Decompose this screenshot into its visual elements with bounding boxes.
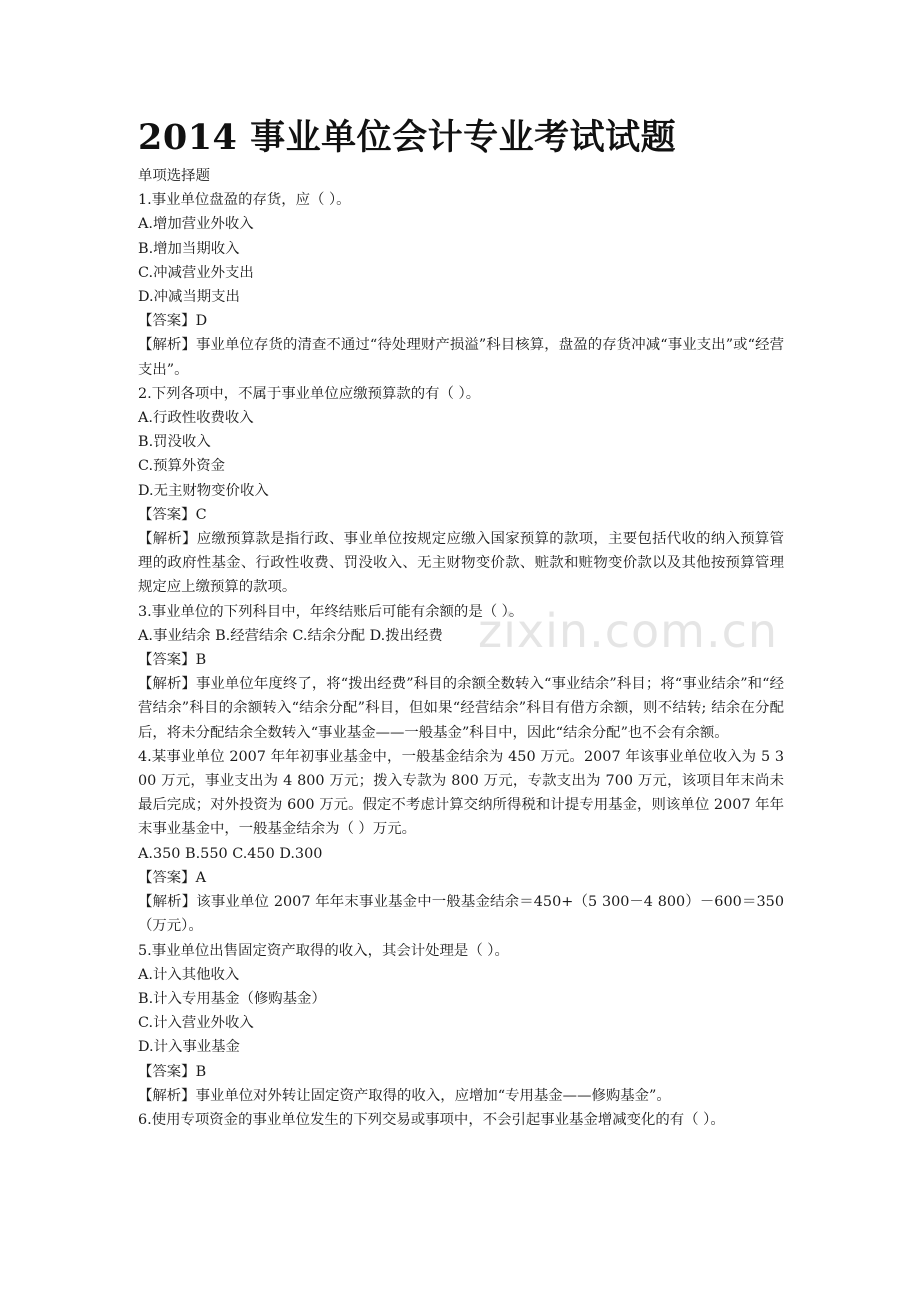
question-line: 3.事业单位的下列科目中，年终结账后可能有余额的是（ ）。 xyxy=(138,603,524,620)
explanation-paragraph: 【解析】事业单位存货的清查不通过“待处理财产损溢”科目核算，盘盈的存货冲减“事业支出”或“经营支出”。 xyxy=(138,337,784,378)
option-line: A.计入其他收入 xyxy=(138,966,240,983)
option-line: C.计入营业外收入 xyxy=(138,1015,254,1032)
question-line: 1.事业单位盘盈的存货，应（ ）。 xyxy=(138,192,351,209)
option-line: D.无主财物变价收入 xyxy=(138,482,269,499)
explanation-paragraph: 【解析】应缴预算款是指行政、事业单位按规定应缴入国家预算的款项，主要包括代收的纳入预算管理的政府性基金、行政性收费、罚没收入、无主财物变价款、赃款和赃物变价款以及其他按预算管理规定应上缴预算的款项。 xyxy=(138,531,784,596)
option-line: C.预算外资金 xyxy=(138,458,226,475)
document-title: 2014 事业单位会计专业考试试题 xyxy=(138,117,677,158)
answer-line: 【答案】C xyxy=(138,506,207,523)
explanation-paragraph: 【解析】该事业单位 2007 年年末事业基金中一般基金结余＝450+（5 300－4 800）－600＝350（万元）。 xyxy=(138,894,784,935)
option-line: B.罚没收入 xyxy=(138,434,211,451)
option-line: D.计入事业基金 xyxy=(138,1039,240,1056)
option-line: A.事业结余 B.经营结余 C.结余分配 D.拨出经费 xyxy=(138,627,443,644)
section-heading: 单项选择题 xyxy=(138,168,210,184)
option-line: D.冲减当期支出 xyxy=(138,289,240,306)
option-line: B.计入专用基金（修购基金） xyxy=(138,990,326,1007)
explanation-paragraph: 【解析】事业单位对外转让固定资产取得的收入，应增加“专用基金——修购基金”。 xyxy=(138,1087,671,1104)
question-line: 6.使用专项资金的事业单位发生的下列交易或事项中，不会引起事业基金增减变化的有（ ）。 xyxy=(138,1111,725,1128)
question-line: 2.下列各项中，不属于事业单位应缴预算款的有（ ）。 xyxy=(138,385,481,402)
explanation-paragraph: 【解析】事业单位年度终了，将“拨出经费”科目的余额全数转入“事业结余”科目；将“事业结余”和“经营结余”科目的余额转入“结余分配”科目，但如果“经营结余”科目有借方余额，则不结转; 结余在分配后，将未分配结余全数转入“事业基金——一般基金”科目中，因此“结余分配”也不会有余额。 xyxy=(138,676,784,741)
answer-line: 【答案】D xyxy=(138,313,208,330)
option-line: B.增加当期收入 xyxy=(138,240,240,257)
option-line: A.增加营业外收入 xyxy=(138,216,254,233)
option-line: C.冲减营业外支出 xyxy=(138,264,254,281)
question-content xyxy=(138,188,784,1132)
question-line: 4.某事业单位 2007 年年初事业基金中，一般基金结余为 450 万元。2007 年该事业单位收入为 5 300 万元，事业支出为 4 800 万元；拨入专款为 800 万元，专款支出为 700 万元，该项目年末尚未最后完成；对外投资为 600 万元。假定不考虑计算交纳所得税和计提专用基金，则该单位 2007 年年末事业基金中，一般基金结余为（ ）万元。 xyxy=(138,748,784,838)
question-line: 5.事业单位出售固定资产取得的收入，其会计处理是（ ）。 xyxy=(138,942,509,959)
answer-line: 【答案】A xyxy=(138,869,206,886)
answer-line: 【答案】B xyxy=(138,652,207,669)
option-line: A.350 B.550 C.450 D.300 xyxy=(138,845,323,862)
document-page xyxy=(138,112,784,1132)
option-line: A.行政性收费收入 xyxy=(138,410,254,427)
watermark: zixin.com.cn xyxy=(478,604,779,658)
answer-line: 【答案】B xyxy=(138,1063,207,1080)
